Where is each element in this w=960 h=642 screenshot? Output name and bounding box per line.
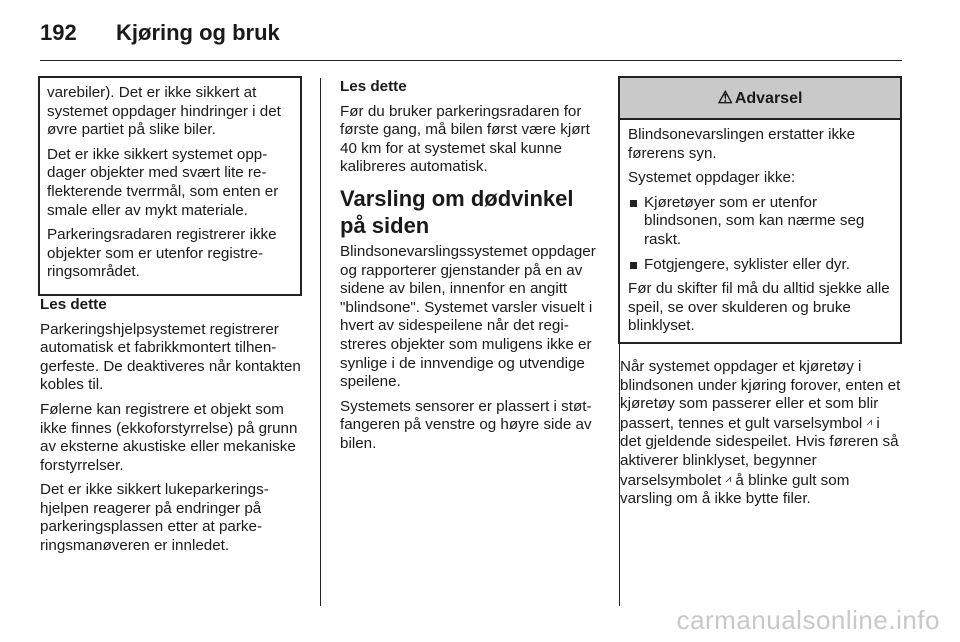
note-heading: Les dette <box>340 78 407 95</box>
column-1 <box>40 78 302 562</box>
column-2 <box>340 78 604 460</box>
bullet-square-icon <box>630 200 637 207</box>
warning-paragraph: Blindsonevarslingen erstatter ikke førerens syn. <box>628 126 856 162</box>
list-item: Fotgjengere, syklister eller dyr. <box>628 256 892 275</box>
box-paragraph: Parkeringsradaren registrerer ikke objekter som er utenfor registreringsområdet. <box>47 226 277 281</box>
list-item: Kjøretøyer som er utenfor blindsonen, som kan nærme seg raskt. <box>628 194 892 250</box>
column-divider-1 <box>320 78 321 606</box>
paragraph: Systemets sensorer er plassert i støtfangeren på venstre og høyre side av bilen. <box>340 397 592 452</box>
note-text: Før du bruker parkeringsradaren for første gang, må bilen først være kjørt 40 km for at systemet skal kunne kalibreres automatisk. <box>340 102 590 176</box>
page-number: 192 <box>40 20 77 45</box>
blind-spot-symbol-icon: ⩘ <box>866 416 873 428</box>
header-rule <box>40 60 902 61</box>
paragraph: Når systemet oppdager et kjøretøy i blindsonen under kjøring forover, enten et kjøretøy som passerer eller et som blir passert, tennes et gult varselsymbol ⩘ i det gjeldende sidespeilet. Hvis føreren så aktiverer blinklyset, begynner varselsymbolet ⩘ å blinke gult som varsling om å ikke bytte filer. <box>620 357 901 508</box>
watermark: carmanualsonline.info <box>676 605 940 635</box>
blind-spot-symbol-icon: ⩘ <box>725 473 732 485</box>
note-heading: Les dette <box>40 295 107 313</box>
paragraph: Følerne kan registrere et objekt som ikke finnes (ekkoforstyrrelse) på grunn av eksterne akustiske eller mekaniske forstyrrelser. <box>40 400 298 474</box>
column-3 <box>620 78 902 515</box>
warning-triangle-icon: ⚠ <box>717 88 733 107</box>
bullet-square-icon <box>630 262 637 269</box>
warning-box <box>618 76 902 344</box>
warning-paragraph: Systemet oppdager ikke: <box>628 169 796 187</box>
section-heading: Varsling om dødvinkel på siden <box>340 185 574 238</box>
box-paragraph: Det er ikke sikkert systemet oppdager objekter med svært lite reflekterende tverrmål, som enten er smale eller av mykt materiale. <box>47 145 279 219</box>
warning-paragraph: Før du skifter fil må du alltid sjekke alle speil, se over skulderen og bruke blinklyset. <box>628 280 890 335</box>
box-paragraph: varebiler). Det er ikke sikkert at systemet oppdager hindringer i det øvre partiet på slike biler. <box>47 84 281 139</box>
paragraph: Det er ikke sikkert lukeparkeringshjelpen reagerer på endringer på parkeringsplassen etter at parkeringsmanøveren er innledet. <box>40 481 269 555</box>
paragraph: Parkeringshjelpsystemet registrerer automatisk et fabrikkmontert tilhengerfeste. De deaktiveres når kontakten kobles til. <box>40 320 301 394</box>
note-box <box>38 76 302 296</box>
warning-list <box>628 194 892 274</box>
warning-title: Advarsel <box>734 90 803 107</box>
warning-header <box>620 78 900 120</box>
page-title: Kjøring og bruk <box>116 20 280 45</box>
paragraph: Blindsonevarslingssystemet oppdager og rapporterer gjenstander på en av sidene av bilen, innenfor en angitt "blindsone". Systemet varsler visuelt i hvert av sidespeilene når det registreres objekter som muligens ikke er synlige i de innvendige og utvendige speilene. <box>340 242 596 391</box>
page-header <box>40 14 900 54</box>
warning-body <box>620 120 900 342</box>
